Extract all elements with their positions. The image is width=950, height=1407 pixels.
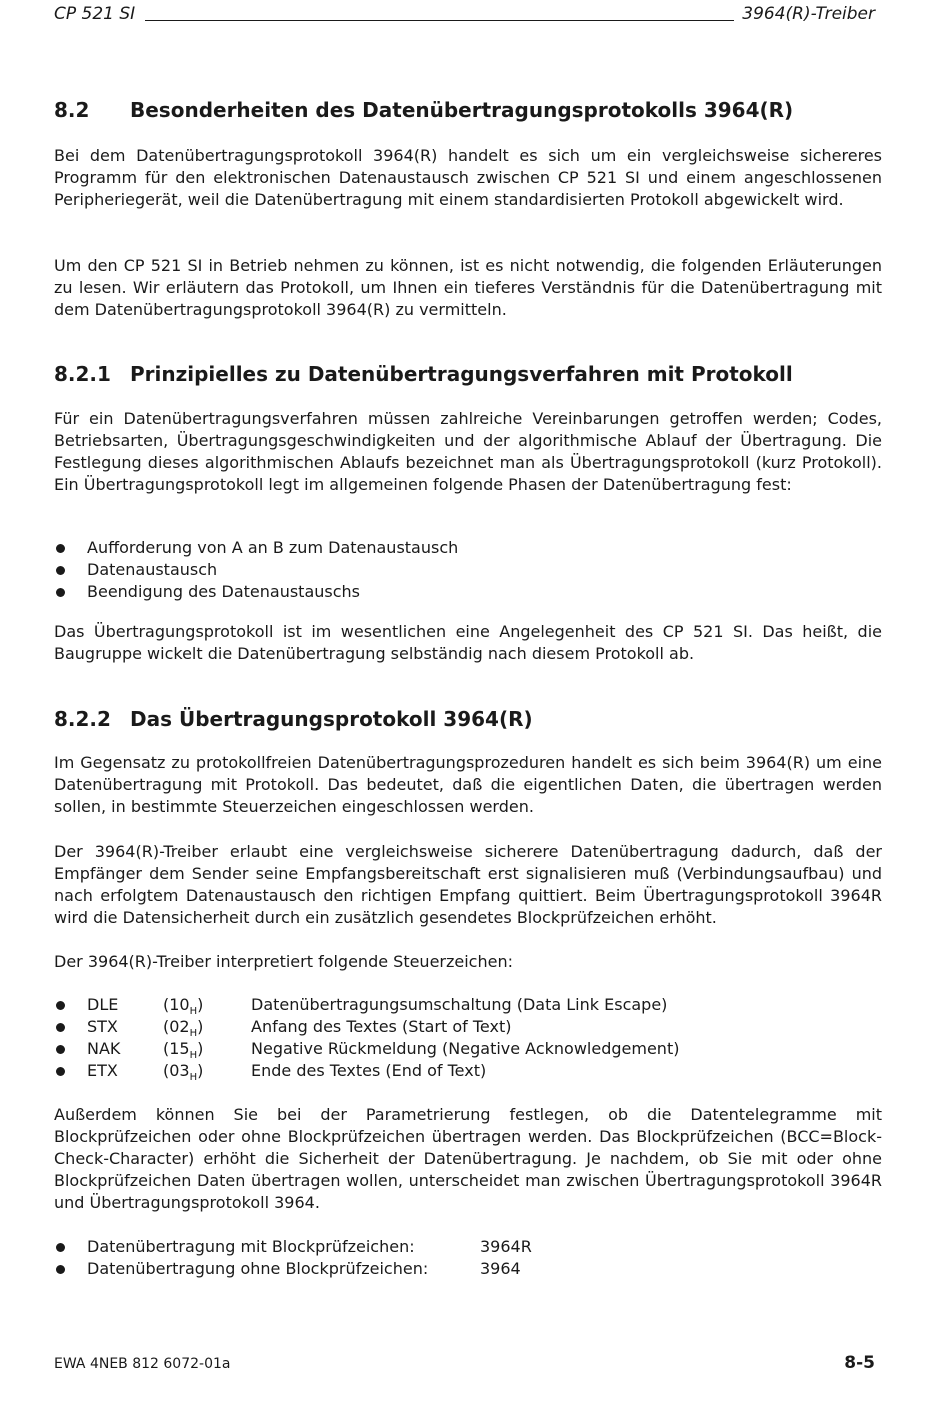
paragraph: Außerdem können Sie bei der Parametrierung festlegen, ob die Datentelegramme mit Blockprüfzeichen oder ohne Blockprüfzeichen übertragen werden. Das Blockprüfzeichen (BCC=Block-Check-Character) erhöht die Sicherheit der Datenübertragung. Je nachdem, ob Sie mit oder ohne Blockprüfzeichen Daten übertragen wollen, unterscheidet man zwischen Übertragungsprotokoll 3964R und Übertragungsprotokoll 3964. [54, 1105, 882, 1212]
bullet-icon [56, 588, 65, 597]
heading-number: 8.2.1 [54, 362, 111, 386]
footer-doc-id: EWA 4NEB 812 6072-01a [54, 1356, 231, 1372]
list-item: Datenübertragung ohne Blockprüfzeichen: 3964 [54, 1258, 532, 1280]
list-item: Datenaustausch [54, 559, 458, 581]
header-right: 3964(R)-Treiber [742, 4, 875, 24]
list-item: Datenübertragung mit Blockprüfzeichen: 3964R [54, 1236, 532, 1258]
paragraph: Der 3964(R)-Treiber interpretiert folgende Steuerzeichen: [54, 952, 513, 971]
list-item: Beendigung des Datenaustauschs [54, 581, 458, 603]
paragraph: Das Übertragungsprotokoll ist im wesentlichen eine Angelegenheit des CP 521 SI. Das heißt, die Baugruppe wickelt die Datenübertragung selbständig nach diesem Protokoll ab. [54, 622, 882, 663]
heading-number: 8.2.2 [54, 707, 111, 731]
bullet-icon [56, 1045, 65, 1054]
bullet-icon [56, 566, 65, 575]
bullet-icon [56, 1243, 65, 1252]
paragraph: Der 3964(R)-Treiber erlaubt eine vergleichsweise sicherere Datenübertragung dadurch, daß der Empfänger dem Sender seine Empfangsbereitschaft erst signalisieren muß (Verbindungsaufbau) und nach erfolgtem Datenaustausch den richtigen Empfang quittiert. Beim Übertragungsprotokoll 3964R wird die Datensicherheit durch ein zusätzlich gesendetes Blockprüfzeichen erhöht. [54, 842, 882, 927]
paragraph: Bei dem Datenübertragungsprotokoll 3964(R) handelt es sich um ein vergleichsweise sichereres Programm für den elektronischen Datenaustausch zwischen CP 521 SI und einem angeschlossenen Peripheriegerät, weil die Datenübertragung mit einem standardisierten Protokoll abgewickelt wird. [54, 146, 882, 209]
bullet-icon [56, 1265, 65, 1274]
header-rule [145, 20, 734, 21]
heading-8-2-2 [54, 707, 533, 731]
header-left: CP 521 SI [54, 4, 136, 24]
list-item: ETX $(03_H)$ Ende des Textes (End of Text) [54, 1060, 679, 1082]
heading-title: Besonderheiten des Datenübertragungsprotokolls 3964(R) [130, 98, 794, 122]
list-item: NAK $(15_H)$ Negative Rückmeldung (Negative Acknowledgement) [54, 1038, 679, 1060]
list-item: DLE $(10_H)$ Datenübertragungsumschaltung (Data Link Escape) [54, 994, 679, 1016]
paragraph: Im Gegensatz zu protokollfreien Datenübertragungsprozeduren handelt es sich beim 3964(R) um eine Datenübertragung mit Protokoll. Das bedeutet, daß die eigentlichen Daten, die übertragen werden sollen, in bestimmte Steuerzeichen eingeschlossen werden. [54, 753, 882, 816]
heading-8-2 [54, 98, 793, 122]
running-head [54, 0, 875, 24]
bullet-icon [56, 1023, 65, 1032]
heading-title: Das Übertragungsprotokoll 3964(R) [130, 707, 533, 731]
mode-list [54, 1236, 532, 1280]
bullet-icon [56, 1001, 65, 1010]
list-item: STX $(02_H)$ Anfang des Textes (Start of Text) [54, 1016, 679, 1038]
heading-number: 8.2 [54, 98, 90, 122]
paragraph: Um den CP 521 SI in Betrieb nehmen zu können, ist es nicht notwendig, die folgenden Erläuterungen zu lesen. Wir erläutern das Protokoll, um Ihnen ein tieferes Verständnis für die Datenübertragung mit dem Datenübertragungsprotokoll 3964(R) zu vermitteln. [54, 256, 882, 319]
control-char-list [54, 994, 679, 1082]
bullet-icon [56, 1067, 65, 1076]
paragraph: Für ein Datenübertragungsverfahren müssen zahlreiche Vereinbarungen getroffen werden; Codes, Betriebsarten, Übertragungsgeschwindigkeiten und der algorithmische Ablauf der Übertragung. Die Festlegung dieses algorithmischen Ablaufs bezeichnet man als Übertragungsprotokoll (kurz Protokoll). Ein Übertragungsprotokoll legt im allgemeinen folgende Phasen der Datenübertragung fest: [54, 409, 882, 494]
heading-title: Prinzipielles zu Datenübertragungsverfahren mit Protokoll [130, 362, 793, 386]
bullet-icon [56, 544, 65, 553]
phase-list [54, 537, 458, 603]
heading-8-2-1 [54, 362, 793, 386]
page-number: 8-5 [844, 1353, 875, 1373]
list-item: Aufforderung von A an B zum Datenaustausch [54, 537, 458, 559]
